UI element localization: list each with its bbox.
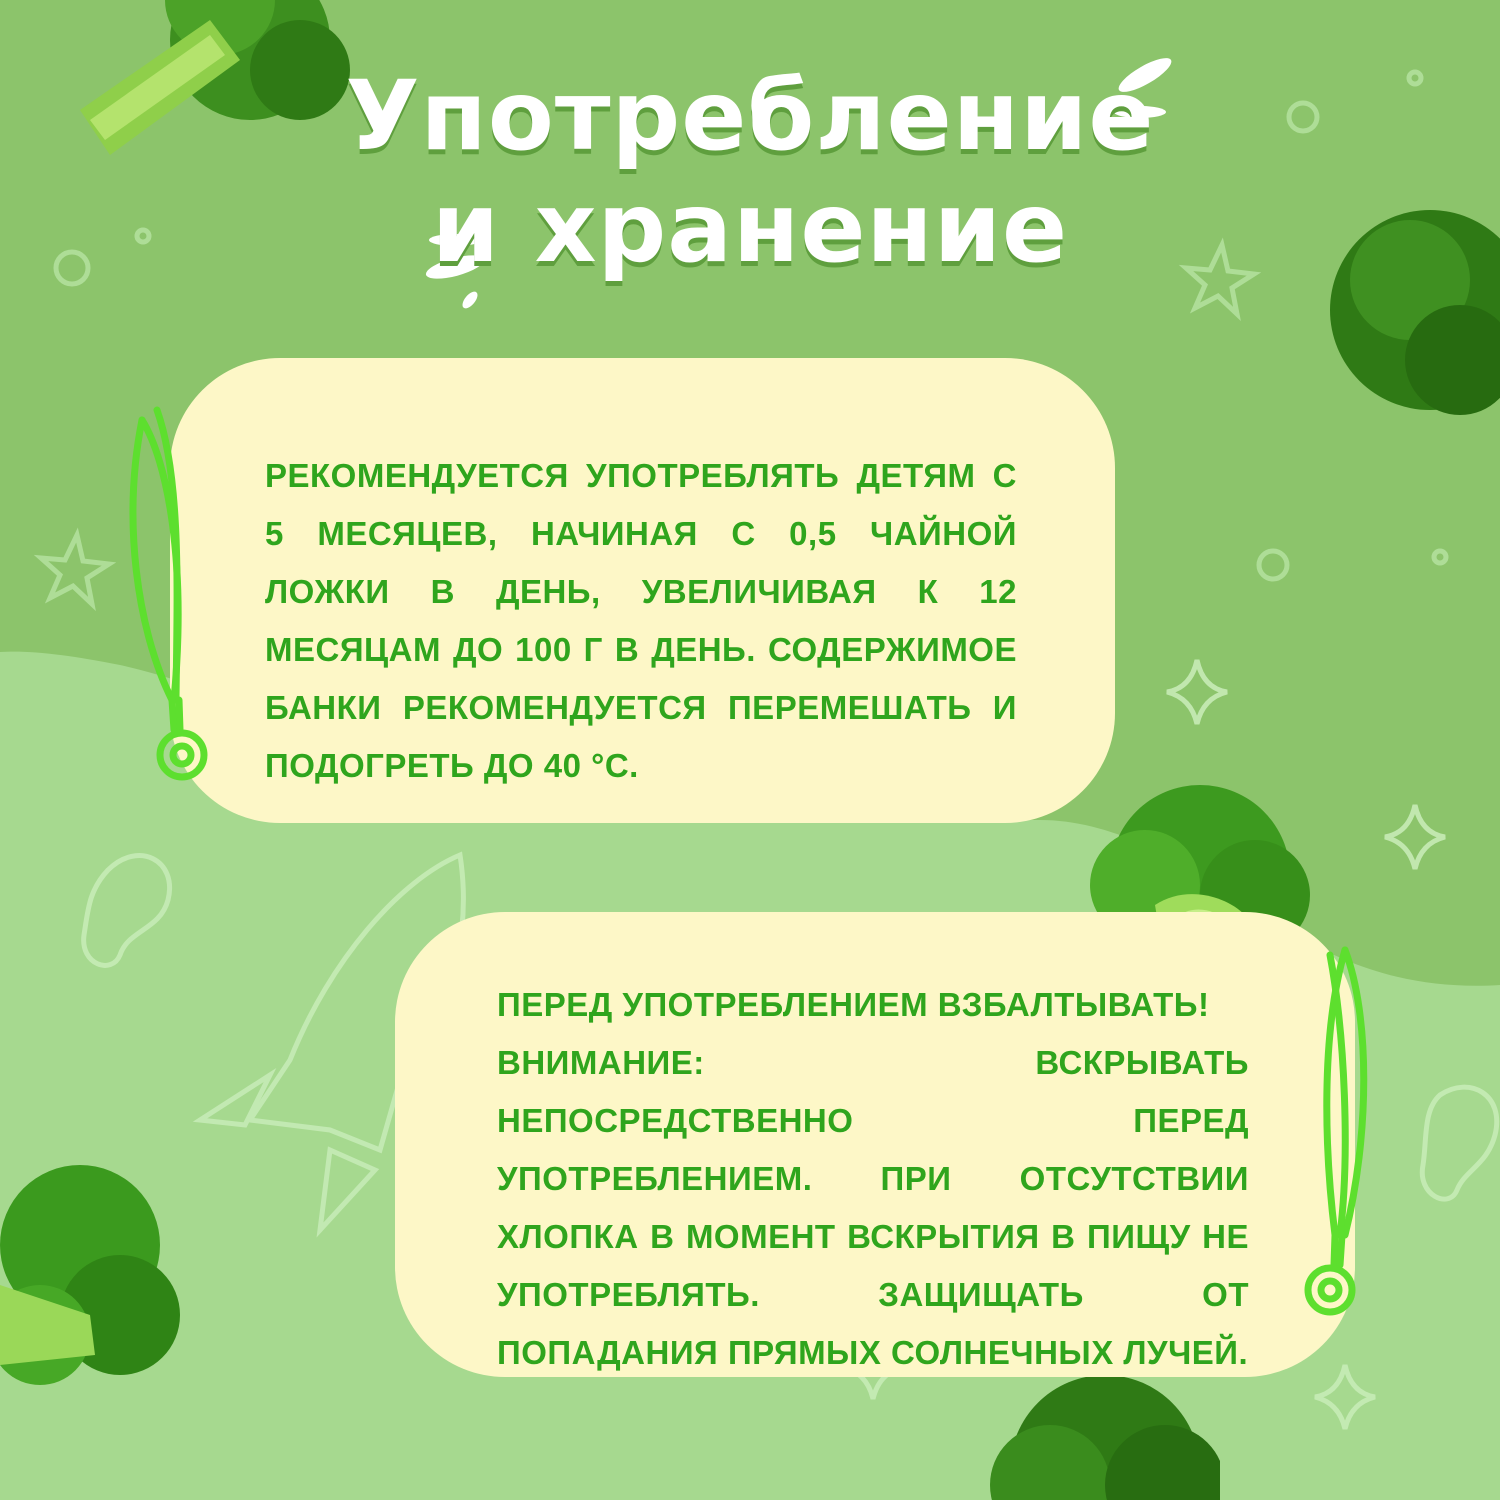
broccoli-icon bbox=[990, 1375, 1220, 1500]
whisk-icon bbox=[112, 400, 212, 790]
usage-text bbox=[265, 447, 1017, 795]
whisk-icon bbox=[1290, 935, 1390, 1325]
shake-warning: ПЕРЕД УПОТРЕБЛЕНИЕМ ВЗБАЛТЫВАТЬ! bbox=[497, 986, 1210, 1023]
title-line-2: и хранение bbox=[431, 172, 1069, 284]
usage-paragraph: РЕКОМЕНДУЕТСЯ УПОТРЕБЛЯТЬ ДЕТЯМ С 5 МЕСЯЦЕВ, НАЧИНАЯ С 0,5 ЧАЙНОЙ ЛОЖКИ В ДЕНЬ, УВЕЛИЧИВАЯ К 12 МЕСЯЦАМ ДО 100 Г В ДЕНЬ. СОДЕРЖИМОЕ БАНКИ РЕКОМЕНДУЕТСЯ ПЕРЕМЕШАТЬ И ПОДОГРЕТЬ ДО 40 °С. bbox=[265, 457, 1017, 784]
page-title bbox=[0, 60, 1500, 284]
storage-paragraph: ВНИМАНИЕ: ВСКРЫВАТЬ НЕПОСРЕДСТВЕННО ПЕРЕД УПОТРЕБЛЕНИЕМ. ПРИ ОТСУТСТВИИ ХЛОПКА В МОМЕНТ ВСКРЫТИЯ В ПИЩУ НЕ УПОТРЕБЛЯТЬ. ЗАЩИЩАТЬ ОТ ПОПАДАНИЯ ПРЯМЫХ СОЛНЕЧНЫХ ЛУЧЕЙ. bbox=[497, 1044, 1249, 1371]
broccoli-icon bbox=[0, 1165, 180, 1420]
title-line-1: Употребление bbox=[345, 60, 1155, 172]
storage-text bbox=[497, 976, 1249, 1382]
